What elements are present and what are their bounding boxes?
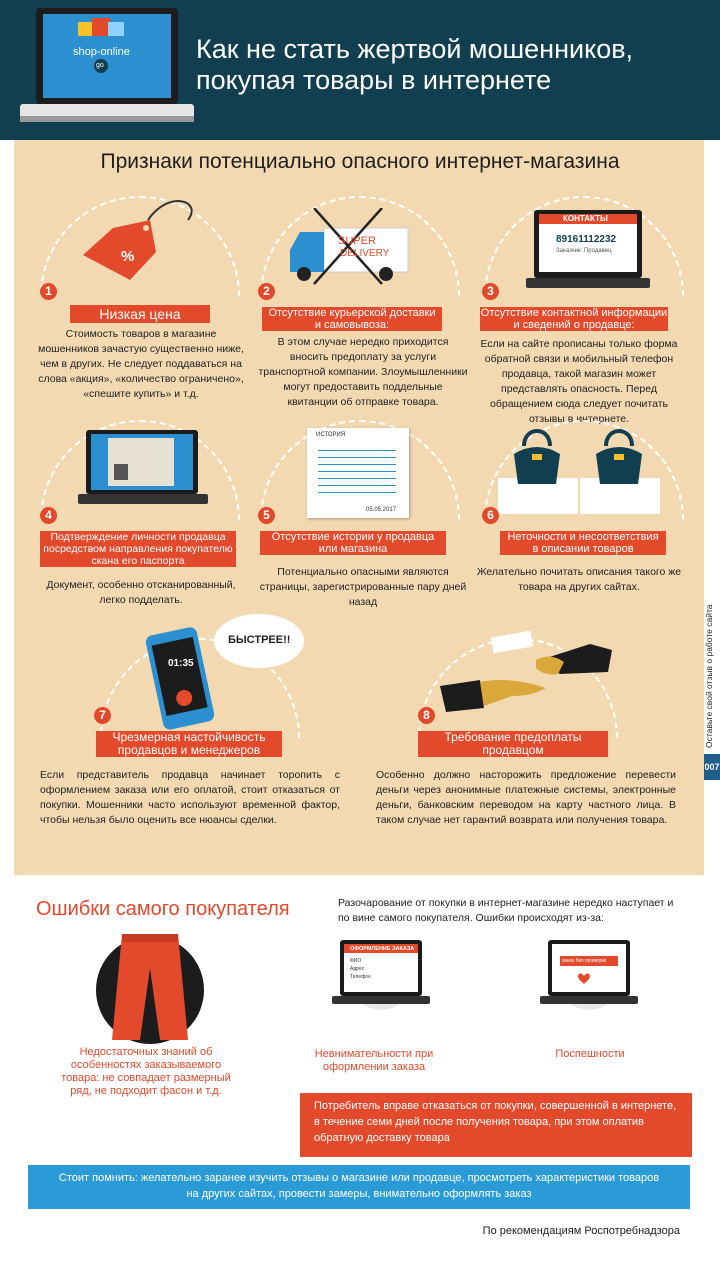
price-tag-icon xyxy=(78,190,208,290)
speech-bubble-text: БЫСТРЕЕ!! xyxy=(228,634,291,646)
hasty-order-laptop-icon xyxy=(534,936,644,1024)
step-1-title xyxy=(70,305,210,323)
logo-text: shop-online xyxy=(73,46,130,58)
trousers-icon xyxy=(90,928,210,1046)
contacts-sub: Заказчик: Продавец xyxy=(556,248,612,254)
step-6-title-line1: Неточности и несоответствия xyxy=(507,531,659,543)
smartphone-icon xyxy=(140,626,224,730)
step-5-number: 5 xyxy=(258,507,275,524)
step-4-title-line2: посредством направления покупателю xyxy=(43,543,233,555)
page-title xyxy=(196,34,696,96)
passport-laptop-icon xyxy=(78,428,208,512)
step-5-title-line1: Отсутствие истории у продавца xyxy=(271,531,435,543)
feedback-side-text[interactable]: Оставьте свой отзыв о работе сайта xyxy=(704,604,714,748)
logo-go: go xyxy=(96,62,104,69)
signs-title: Признаки потенциально опасного интернет-магазина xyxy=(100,150,620,173)
step-4-title-line3: скана его паспорта xyxy=(91,555,185,567)
price-tag-text: % xyxy=(121,248,135,265)
step-3-text: Если на сайте прописаны только форма обратной связи и мобильный телефон продавца, такой магазин может представлять опасность. Перед обращением сюда следует почитать отзывы в интернете. xyxy=(480,338,678,425)
consumer-rights-box: Потребитель вправе отказаться от покупки, совершенной в интернете, в течение семи дней после получения товара, при этом оплатив обратную доставку товара xyxy=(300,1093,692,1157)
truck-text-1: SUPER xyxy=(338,235,376,247)
page-number: 007 xyxy=(704,754,720,780)
step-4-title-line1: Подтверждение личности продавца xyxy=(50,531,226,543)
step-8-title-line2: продавцом xyxy=(482,743,544,757)
step-4-number: 4 xyxy=(40,507,57,524)
step-8-title xyxy=(418,731,608,757)
step-1-text: Стоимость товаров в магазине мошенников зачастую существенно ниже, чем в других. Не следует поддаваться на слова «акция», «количество ограничено», «спешите купить» и т.д. xyxy=(38,328,244,400)
step-7-text: Если представитель продавца начинает торопить с оформлением заказа или его оплатой, стоит отказаться от покупки. Мошенники часто используют временной фактор, чтобы нельзя было оценить все нюансы сделки. xyxy=(40,769,340,826)
header xyxy=(0,0,720,140)
step-5-title-line2: или магазина xyxy=(318,543,388,555)
phone-time: 01:35 xyxy=(168,658,194,669)
order-form-title: ОФОРМЛЕНИЕ ЗАКАЗА xyxy=(350,946,415,952)
order-form-field-1: ФИО xyxy=(350,958,362,964)
page-title-line2: покупая товары в интернете xyxy=(196,65,552,95)
step-8-number: 8 xyxy=(418,707,435,724)
step-4-text: Документ, особенно отсканированный, легко подделать. xyxy=(46,579,236,606)
laptop-logo-icon xyxy=(18,6,196,134)
history-date: 05.05.2017 xyxy=(366,507,397,513)
remember-box: Стоит помнить: желательно заранее изучить отзывы о магазине или продавце, просмотреть характеристики товаров на других сайтах, провести замеры, внимательно оформлять заказ xyxy=(28,1165,690,1209)
step-6-number: 6 xyxy=(482,507,499,524)
handbag-left-icon xyxy=(510,424,564,486)
contacts-phone: 89161112232 xyxy=(556,234,617,245)
mistake-2-caption: Невнимательности при оформлении заказа xyxy=(314,1048,434,1073)
step-8-title-line1: Требование предоплаты xyxy=(444,730,582,744)
step-2-title-line2: и самовывоза: xyxy=(314,319,390,331)
step-5-text: Потенциально опасными являются страницы, зарегистрированные пару дней назад xyxy=(259,566,467,608)
contacts-title: КОНТАКТЫ xyxy=(563,214,608,223)
order-form-field-3: Телефон xyxy=(350,974,371,980)
page-title-line1: Как не стать жертвой мошенников, xyxy=(196,34,634,64)
mistake-1-caption: Недостаточных знаний об особенностях заказываемого товара: не совпадает размерный ряд, не подходит фасон и т.д. xyxy=(61,1046,231,1097)
step-3-number: 3 xyxy=(482,283,499,300)
prepayment-hands-icon xyxy=(440,630,620,720)
step-2-text: В этом случае нередко приходится вносить предоплату за услуги транспортной компании. Злоумышленники могут предоставить поддельные квитанции об отправке товара. xyxy=(258,336,468,408)
handbag-right-icon xyxy=(592,424,646,486)
step-1-number: 1 xyxy=(40,283,57,300)
history-heading: ИСТОРИЯ xyxy=(316,432,346,438)
step-7-title xyxy=(96,731,282,757)
order-form-field-2: Адрес xyxy=(350,966,365,972)
step-4-title xyxy=(40,531,236,567)
history-lines xyxy=(318,444,396,496)
step-5-title xyxy=(260,531,446,555)
step-6-title xyxy=(500,531,666,555)
step-3-title xyxy=(480,307,668,331)
source-footer: По рекомендациям Роспотребнадзора xyxy=(482,1225,680,1237)
step-8-text: Особенно должно насторожить предложение перевести деньги через анонимные платежные системы, электронные деньги, банковским переводом на карту частного лица. В таком случае нет гарантий возврата или получения товара. xyxy=(376,769,676,826)
step-3-title-line1: Отсутствие контактной информации xyxy=(480,307,668,319)
step-6-title-line2: в описании товаров xyxy=(532,543,634,555)
mistakes-intro: Разочарование от покупки в интернет-магазине нередко наступает и по вине самого покупателя. Ошибки происходят из-за: xyxy=(338,897,674,924)
step-7-title-line2: продавцов и менеджеров xyxy=(117,743,261,757)
step-2-number: 2 xyxy=(258,283,275,300)
step-3-title-line2: и сведений о продавце: xyxy=(513,319,635,331)
hasty-order-button-text: заказ без проверки xyxy=(562,958,607,964)
step-7-title-line1: Чрезмерная настойчивость xyxy=(112,730,266,744)
mistake-3-caption: Поспешности xyxy=(555,1048,625,1060)
truck-text-2: DELIVERY xyxy=(340,248,390,259)
step-7-number: 7 xyxy=(94,707,111,724)
mistakes-title: Ошибки самого покупателя xyxy=(36,898,290,920)
step-2-title xyxy=(262,307,442,331)
step-1-title-text: Низкая цена xyxy=(99,306,181,322)
step-6-text: Желательно почитать описания такого же товара на других сайтах. xyxy=(476,566,682,593)
step-2-title-line1: Отсутствие курьерской доставки xyxy=(268,307,436,319)
